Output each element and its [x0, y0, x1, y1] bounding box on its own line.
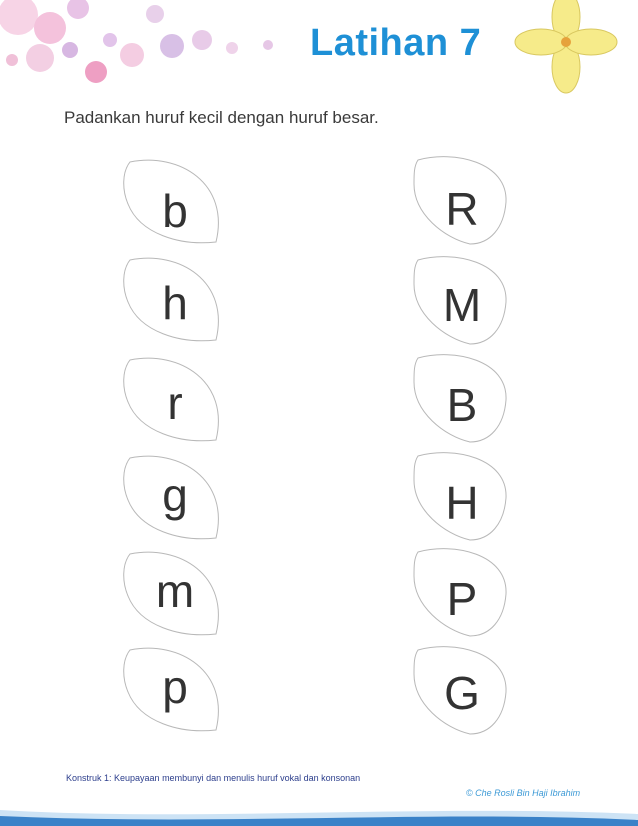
- lowercase-letter: p: [162, 661, 188, 713]
- leaf-card-left: [120, 450, 230, 542]
- leaf-card-right: [404, 352, 514, 444]
- leaf-card-left: [120, 252, 230, 344]
- leaf-card-right: [404, 154, 514, 246]
- leaf-card-right: [404, 644, 514, 736]
- flower-icon: [515, 0, 617, 93]
- uppercase-letter: M: [442, 279, 482, 331]
- uppercase-letter: G: [444, 667, 480, 719]
- bubble-decoration: [0, 0, 273, 83]
- uppercase-letter: B: [446, 379, 478, 431]
- lowercase-letter: r: [167, 377, 183, 429]
- leaf-card-left: [120, 352, 230, 444]
- leaf-card-left: [120, 546, 230, 638]
- construct-note: Konstruk 1: Keupayaan membunyi dan menulis huruf vokal dan konsonan: [66, 773, 361, 783]
- uppercase-letter: H: [445, 477, 479, 529]
- leaf-card-right: [404, 450, 514, 542]
- leaf-card-left: [120, 642, 230, 734]
- footer-wave-decoration: [0, 800, 638, 826]
- leaf-card-left: [120, 154, 230, 246]
- lowercase-letter: g: [162, 469, 188, 521]
- copyright-note: © Che Rosli Bin Haji Ibrahim: [466, 788, 581, 798]
- lowercase-letter: m: [155, 565, 195, 617]
- uppercase-letter: P: [446, 573, 478, 625]
- uppercase-letter: R: [445, 183, 479, 235]
- lowercase-letter: h: [162, 277, 188, 329]
- instruction-text: Padankan huruf kecil dengan huruf besar.: [64, 108, 379, 127]
- leaf-card-right: [404, 254, 514, 346]
- lowercase-letter: b: [162, 185, 188, 237]
- page-title: Latihan 7: [310, 22, 482, 64]
- leaf-card-right: [404, 546, 514, 638]
